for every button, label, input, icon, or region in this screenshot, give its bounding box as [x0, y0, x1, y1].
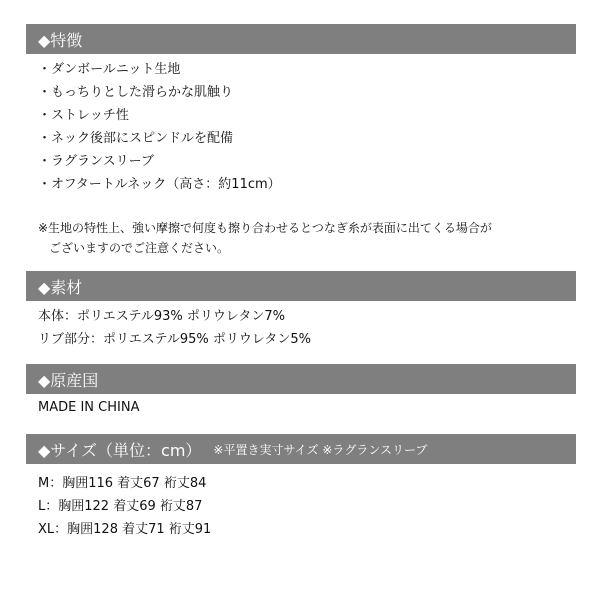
features-header-label: ◆特徴: [38, 30, 83, 50]
size-header-note: ※平置き実寸サイズ ※ラグランスリーブ: [213, 442, 428, 457]
material-header-label: ◆素材: [38, 277, 83, 297]
feature-item: ・ネック後部にスピンドルを配備: [38, 131, 234, 146]
feature-item: ・ダンボールニット生地: [38, 62, 181, 77]
care-note-line: ※生地の特性上、強い摩擦で何度も擦り合わせるとつなぎ糸が表面に出てくる場合が: [38, 221, 492, 235]
size-header: [26, 434, 576, 464]
feature-item: ・ストレッチ性: [38, 108, 129, 123]
feature-item: ・もっちりとした滑らかな肌触り: [38, 85, 234, 100]
material-header: [26, 271, 576, 301]
origin-header-label: ◆原産国: [38, 370, 99, 390]
feature-item: ・ラグランスリーブ: [38, 154, 154, 169]
size-row: L：胸囲122 着丈69 裄丈87: [38, 499, 203, 514]
material-line: 本体：ポリエステル93% ポリウレタン7%: [38, 309, 285, 324]
care-note: [38, 218, 492, 258]
size-row: M：胸囲116 着丈67 裄丈84: [38, 476, 207, 491]
origin-value: MADE IN CHINA: [38, 400, 140, 415]
size-header-label: ◆サイズ（単位：cm）: [38, 440, 202, 460]
origin-header: [26, 364, 576, 394]
features-header: [26, 24, 576, 54]
care-note-line: ございますのでご注意ください。: [49, 241, 230, 255]
feature-item: ・オフタートルネック（高さ：約11cm）: [38, 177, 281, 192]
size-row: XL：胸囲128 着丈71 裄丈91: [38, 522, 212, 537]
material-line: リブ部分：ポリエステル95% ポリウレタン5%: [38, 332, 311, 347]
